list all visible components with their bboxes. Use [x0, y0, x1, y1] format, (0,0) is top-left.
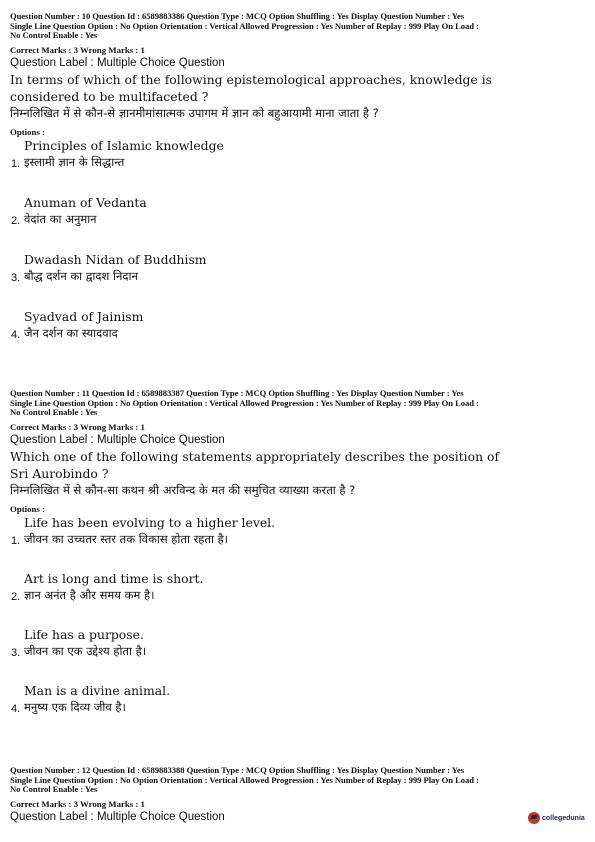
- meta-line: Question Number : 11 Question Id : 6589883387 Question Type : MCQ Option Shuffling : Yes Display Question Number : Yes: [10, 388, 464, 398]
- option-text-en: Syadvad of Jainism: [24, 308, 144, 324]
- option-number: 4.: [11, 328, 21, 341]
- question-text-hi: निम्नलिखित में से कौन-से ज्ञानमीमांसात्मक उपागम में ज्ञान को बहुआयामी माना जाता है ?: [10, 105, 379, 120]
- option-item[interactable]: [10, 137, 585, 194]
- option-text-hi: इस्लामी ज्ञान के सिद्धान्त: [24, 154, 125, 169]
- meta-line: No Control Enable : Yes: [10, 30, 98, 41]
- marks-info: Correct Marks : 3 Wrong Marks : 1: [10, 44, 145, 55]
- marks-info: Correct Marks : 3 Wrong Marks : 1: [10, 421, 145, 432]
- collegedunia-logo-icon: [528, 812, 540, 824]
- question-label: Question Label : Multiple Choice Question: [10, 433, 225, 446]
- options-heading: Options :: [10, 126, 45, 137]
- question-block-11: [10, 389, 585, 732]
- option-number: 1.: [11, 157, 21, 170]
- meta-line: Single Line Question Option : No Option Orientation : Vertical Allowed Progression : Yes Number of Replay : 999 Play On Load :: [10, 20, 479, 31]
- question-label: Question Label : Multiple Choice Question: [10, 810, 225, 823]
- option-text-hi: जीवन का उच्चतर स्तर तक विकास होता रहता है।: [24, 531, 229, 546]
- question-meta: [10, 766, 585, 795]
- collegedunia-logo: [528, 812, 585, 824]
- question-text-line: In terms of which of the following epistemological approaches, knowledge is: [10, 71, 493, 87]
- option-text-en: Life has been evolving to a higher level.: [24, 514, 276, 530]
- option-text-en: Man is a divine animal.: [24, 682, 171, 698]
- question-text-hi: निम्नलिखित में से कौन-सा कथन श्री अरविन्द के मत की समुचित व्याख्या करता है ?: [10, 482, 356, 497]
- meta-line: Question Number : 10 Question Id : 6589883386 Question Type : MCQ Option Shuffling : Yes Display Question Number : Yes: [10, 11, 465, 21]
- question-block-10: [10, 12, 585, 365]
- option-number: 1.: [11, 534, 21, 547]
- question-text-en: [10, 71, 585, 105]
- option-text-en: Principles of Islamic knowledge: [24, 137, 224, 153]
- option-number: 2.: [11, 590, 21, 603]
- meta-line: Single Line Question Option : No Option Orientation : Vertical Allowed Progression : Yes Number of Replay : 999 Play On Load :: [10, 397, 479, 408]
- option-text-en: Life has a purpose.: [24, 626, 144, 642]
- option-item[interactable]: [10, 308, 585, 365]
- meta-line: Single Line Question Option : No Option Orientation : Vertical Allowed Progression : Yes Number of Replay : 999 Play On Load :: [10, 774, 479, 785]
- question-text-en: [10, 448, 585, 482]
- option-item[interactable]: [10, 514, 585, 570]
- option-text-hi: मनुष्य एक दिव्य जीव है।: [24, 699, 126, 714]
- question-text-line: Which one of the following statements appropriately describes the position of: [10, 448, 500, 464]
- logo-text: collegedunia: [542, 814, 585, 822]
- question-meta: [10, 389, 585, 418]
- option-item[interactable]: [10, 251, 585, 308]
- marks-info: Correct Marks : 3 Wrong Marks : 1: [10, 798, 145, 809]
- meta-line: Question Number : 12 Question Id : 6589883388 Question Type : MCQ Option Shuffling : Yes Display Question Number : Yes: [10, 765, 465, 775]
- question-text-line: considered to be multifaceted ?: [10, 88, 209, 104]
- option-number: 4.: [11, 702, 21, 715]
- option-text-hi: जीवन का एक उद्देश्य होता है।: [24, 643, 147, 658]
- options-heading: Options :: [10, 503, 45, 514]
- question-meta: [10, 12, 585, 41]
- option-text-en: Dwadash Nidan of Buddhism: [24, 251, 207, 267]
- option-text-en: Art is long and time is short.: [24, 570, 204, 586]
- option-text-en: Anuman of Vedanta: [24, 194, 147, 210]
- meta-line: No Control Enable : Yes: [10, 784, 98, 795]
- option-text-hi: जैन दर्शन का स्यादवाद: [24, 325, 118, 340]
- option-item[interactable]: [10, 682, 585, 732]
- option-number: 3.: [11, 271, 21, 284]
- option-item[interactable]: [10, 194, 585, 251]
- option-text-hi: वेदांत का अनुमान: [24, 211, 97, 226]
- option-item[interactable]: [10, 626, 585, 682]
- option-item[interactable]: [10, 570, 585, 626]
- option-number: 2.: [11, 214, 21, 227]
- option-number: 3.: [11, 646, 21, 659]
- option-text-hi: बौद्ध दर्शन का द्वादश निदान: [24, 268, 138, 283]
- question-block-12: [10, 766, 585, 823]
- meta-line: No Control Enable : Yes: [10, 407, 98, 418]
- question-text-line: Sri Aurobindo ?: [10, 465, 109, 481]
- option-text-hi: ज्ञान अनंत है और समय कम है।: [24, 587, 155, 602]
- question-label: Question Label : Multiple Choice Question: [10, 56, 225, 69]
